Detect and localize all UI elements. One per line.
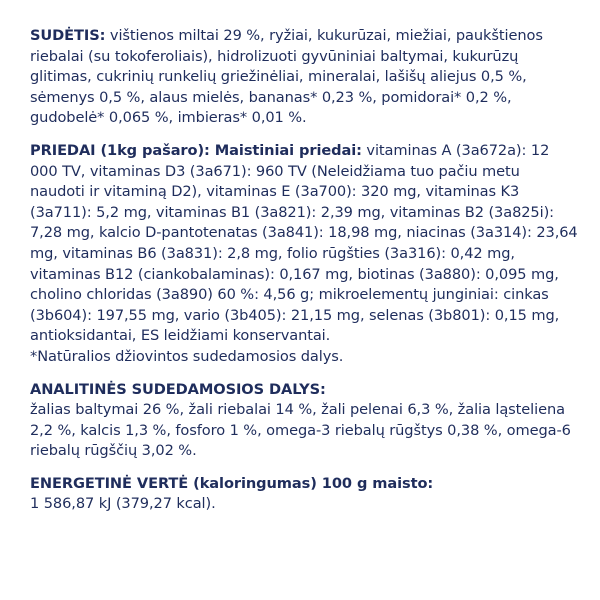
natural-ingredients-note: *Natūralios džiovintos sudedamosios dalys. [30, 347, 344, 365]
analytical-heading: ANALITINĖS SUDEDAMOSIOS DALYS: [30, 380, 326, 398]
energy-text: 1 586,87 kJ (379,27 kcal). [30, 495, 216, 513]
additives-heading: PRIEDAI (1kg pašaro): Maistiniai priedai: [30, 141, 362, 159]
composition-heading: SUDĖTIS: [30, 27, 106, 44]
energy-section [30, 474, 578, 515]
composition-section [30, 26, 578, 129]
additives-paragraph [30, 141, 578, 347]
energy-heading: ENERGETINĖ VERTĖ (kaloringumas) 100 g maisto: [30, 474, 434, 492]
composition-text: vištienos miltai 29 %, ryžiai, kukurūzai, miežiai, paukštienos riebalai (su tokoferoliais), hidrolizuoti gyvūniniai baltymai, kukurūzų glitimas, cukrinių runkelių griežinėliai, mineralai, lašišų aliejus 0,5 %, sėmenys 0,5 %, alaus mielės, bananas* 0,23 %, pomidorai* 0,2 %, gudobelė* 0,065 %, imbieras* 0,01 %. [30, 27, 543, 127]
additives-text: vitaminas A (3a672a): 12 000 TV, vitaminas D3 (3a671): 960 TV (Neleidžiama tuo pačiu metu naudoti ir vitaminą D2), vitaminas E (3a700): 320 mg, vitaminas K3 (3a711): 5,2 mg, vitaminas B1 (3a821): 2,39 mg, vitaminas B2 (3a825i): 7,28 mg, kalcio D-pantotenatas (3a841): 18,98 mg, niacinas (3a314): 23,64 mg, vitaminas B6 (3a831): 2,8 mg, folio rūgšties (3a316): 0,42 mg, vitaminas B12 (ciankobalaminas): 0,167 mg, biotinas (3a880): 0,095 mg, cholino chloridas (3a890) 60 %: 4,56 g; mikroelementų junginiai: cinkas (3b604): 197,55 mg, vario (3b405): 21,15 mg, selenas (3b801): 0,15 mg, antioksidantai, ES leidžiami konservantai. [30, 141, 578, 345]
additives-section [30, 141, 578, 368]
analytical-text: žalias baltymai 26 %, žali riebalai 14 %, žali pelenai 6,3 %, žalia ląsteliena 2,2 %, kalcis 1,3 %, fosforo 1 %, omega-3 riebalų rūgštys 0,38 %, omega-6 riebalų rūgščių 3,02 %. [30, 401, 571, 460]
analytical-section [30, 380, 578, 462]
composition-paragraph [30, 26, 578, 129]
